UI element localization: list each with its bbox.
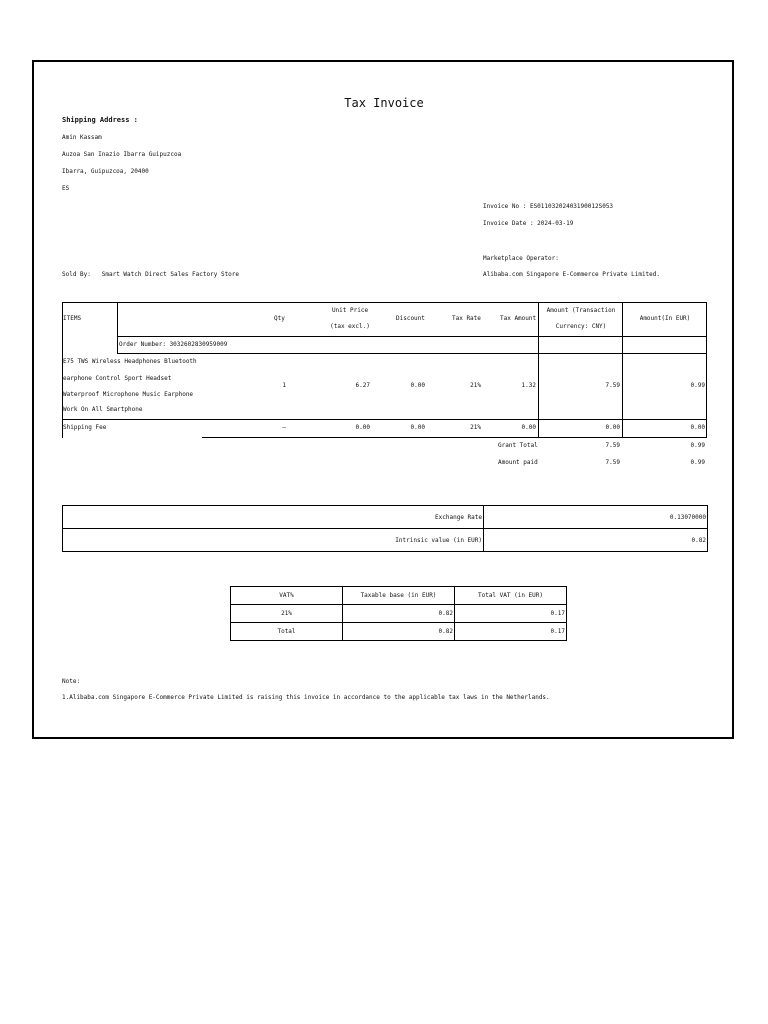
item-desc-line-3: Waterproof Microphone Music Earphone <box>63 391 194 398</box>
header-tax-amount: Tax Amount <box>500 315 537 322</box>
amount-paid-label: Amount paid <box>498 459 538 466</box>
vat-total-vat: 0.17 <box>455 623 567 641</box>
invoice-number: Invoice No : ES01103202403190012S053 <box>483 203 614 210</box>
sold-by-store: Smart Watch Direct Sales Factory Store <box>101 271 240 278</box>
marketplace-label: Marketplace Operator: <box>483 255 559 262</box>
shipping-fee-tax-amount: 0.00 <box>521 424 536 431</box>
header-unit-price-2: (tax excl.) <box>330 323 370 330</box>
intrinsic-value: 0.82 <box>484 529 708 552</box>
invoice-date: Invoice Date : 2024-03-19 <box>483 220 574 227</box>
vat-row-taxable-base: 0.82 <box>343 605 455 623</box>
header-discount: Discount <box>396 315 425 322</box>
exchange-rate-label: Exchange Rate <box>63 506 484 529</box>
shipping-name: Amin Kassam <box>62 134 102 141</box>
exchange-table <box>62 505 708 552</box>
item-unit-price: 6.27 <box>355 382 370 389</box>
vat-header-rate: VAT% <box>231 587 343 605</box>
note-text: 1.Alibaba.com Singapore E-Commerce Private Limited is raising this invoice in accordance to the applicable tax laws in the Netherlands. <box>62 694 550 701</box>
item-discount: 0.00 <box>410 382 425 389</box>
marketplace-name: Alibaba.com Singapore E-Commerce Private Limited. <box>483 271 661 278</box>
header-amount-txn-2: Currency: CNY) <box>555 323 607 330</box>
header-unit-price-1: Unit Price <box>331 307 369 314</box>
vat-row-rate: 21% <box>231 605 343 623</box>
page-title: Tax Invoice <box>344 96 424 110</box>
vat-total-label: Total <box>231 623 343 641</box>
shipping-address-label: Shipping Address : <box>62 116 138 124</box>
vat-header-taxable-base: Taxable base (in EUR) <box>343 587 455 605</box>
item-amount-eur: 0.99 <box>690 382 705 389</box>
sold-by-label: Sold By: <box>62 271 91 278</box>
header-tax-rate: Tax Rate <box>452 315 481 322</box>
grand-total-amount-txn: 7.59 <box>605 442 620 449</box>
grand-total-amount-eur: 0.99 <box>690 442 705 449</box>
header-qty: Qty <box>274 315 285 322</box>
item-desc-line-2: earphone Control Sport Headset <box>63 375 172 382</box>
intrinsic-value-label: Intrinsic value (in EUR) <box>63 529 484 552</box>
item-desc-line-1: E75 TWS Wireless Headphones Bluetooth <box>63 358 197 365</box>
amount-paid-amount-txn: 7.59 <box>605 459 620 466</box>
shipping-fee-tax-rate: 21% <box>470 424 481 431</box>
header-amount-eur: Amount(In EUR) <box>639 315 691 322</box>
shipping-fee-amount-txn: 0.00 <box>605 424 620 431</box>
item-tax-amount: 1.32 <box>521 382 536 389</box>
vat-total-taxable-base: 0.82 <box>343 623 455 641</box>
exchange-rate-value: 0.13070000 <box>484 506 708 529</box>
item-amount-txn: 7.59 <box>605 382 620 389</box>
order-number: Order Number: 3032602830959009 <box>119 341 228 348</box>
header-items: ITEMS <box>63 315 82 322</box>
item-qty: 1 <box>282 382 286 389</box>
vat-table <box>230 586 567 641</box>
shipping-city: Ibarra, Guipuzcoa, 20400 <box>62 168 149 175</box>
shipping-fee-qty: — <box>282 424 286 431</box>
grand-total-label: Grant Total <box>498 442 538 449</box>
vat-header-total-vat: Total VAT (in EUR) <box>455 587 567 605</box>
amount-paid-amount-eur: 0.99 <box>690 459 705 466</box>
shipping-country: ES <box>62 185 70 192</box>
item-tax-rate: 21% <box>470 382 481 389</box>
shipping-street: Auzoa San Inazio Ibarra Guipuzcoa <box>62 151 182 158</box>
item-desc-line-4: Work On All Smartphone <box>63 406 143 413</box>
shipping-fee-unit-price: 0.00 <box>355 424 370 431</box>
shipping-fee-label: Shipping Fee <box>63 424 107 431</box>
header-amount-txn-1: Amount (Transaction <box>546 307 616 314</box>
vat-row-total-vat: 0.17 <box>455 605 567 623</box>
shipping-fee-amount-eur: 0.00 <box>690 424 705 431</box>
shipping-fee-discount: 0.00 <box>410 424 425 431</box>
note-label: Note: <box>62 678 81 685</box>
sold-by <box>62 271 239 278</box>
